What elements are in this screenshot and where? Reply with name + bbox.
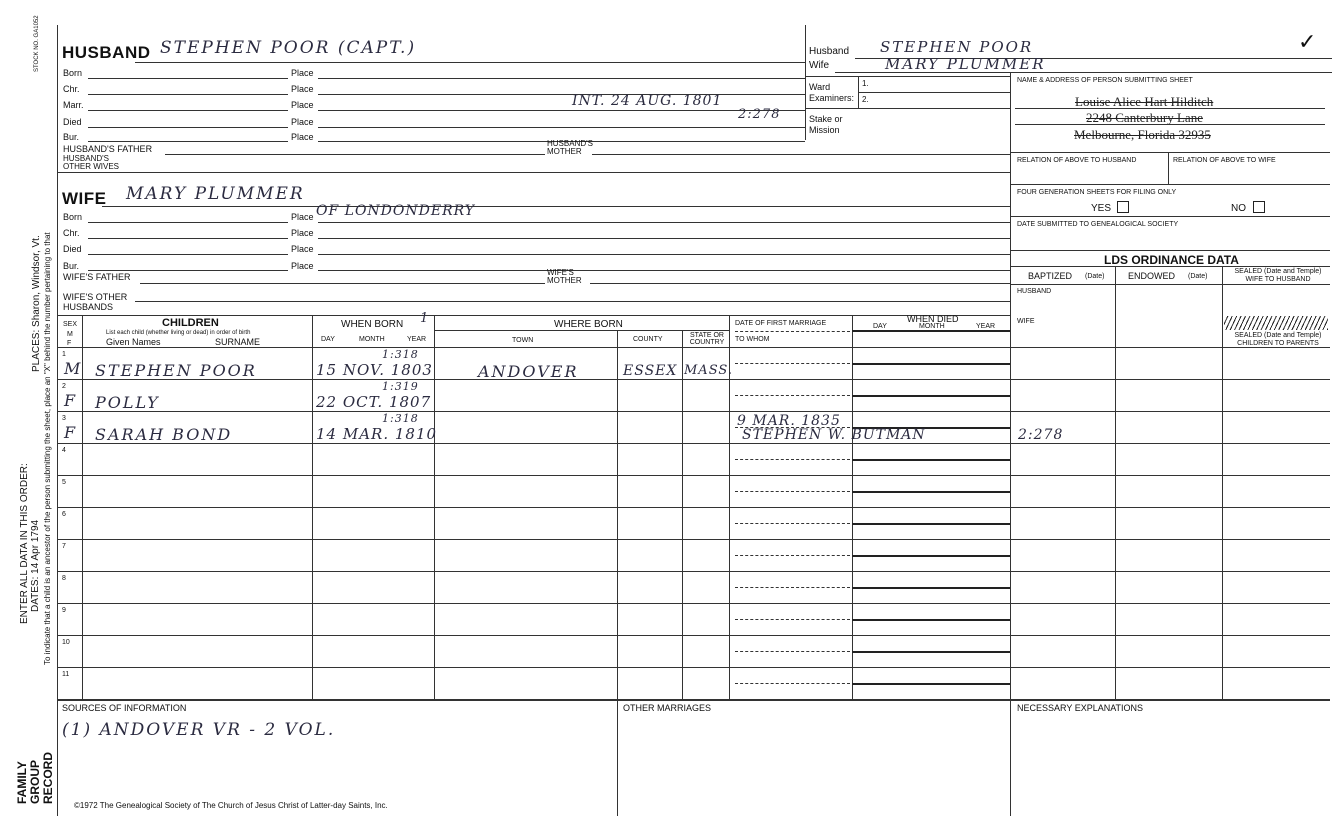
- year-header: YEAR: [407, 336, 427, 343]
- sex-m-header: M: [67, 331, 73, 338]
- husband-name[interactable]: STEPHEN POOR (CAPT.): [160, 38, 417, 58]
- died-line: [852, 555, 1010, 557]
- header-wife-label: Wife: [809, 60, 829, 71]
- lds-baptized-date: (Date): [1085, 273, 1105, 280]
- row-line-lds: [1010, 411, 1330, 412]
- child-number: 1: [62, 351, 66, 358]
- husband-marr-label: Marr.: [63, 100, 84, 110]
- husband-bur-label: Bur.: [63, 132, 80, 142]
- wife-bur-label: Bur.: [63, 261, 80, 271]
- other-marriages-label: OTHER MARRIAGES: [623, 703, 712, 713]
- child-county[interactable]: ESSEX: [623, 363, 678, 379]
- necessary-explanations-label: NECESSARY EXPLANATIONS: [1017, 703, 1144, 713]
- died-day-header: DAY: [873, 323, 887, 330]
- husband-bur-place-label: Place: [291, 132, 314, 142]
- child-number: 8: [62, 575, 66, 582]
- when-born-ref: 1: [420, 311, 430, 326]
- child-state[interactable]: MASS.: [684, 363, 733, 378]
- month-header: MONTH: [359, 336, 385, 343]
- child-marriage-date[interactable]: 9 MAR. 1835: [737, 413, 841, 429]
- child-born-date[interactable]: 14 MAR. 1810: [316, 425, 438, 443]
- child-sex[interactable]: F: [64, 391, 78, 410]
- relation-wife-label: RELATION OF ABOVE TO WIFE: [1173, 157, 1276, 164]
- child-number: 2: [62, 383, 66, 390]
- child-number: 11: [62, 671, 70, 678]
- record-title-1: FAMILY: [15, 761, 29, 804]
- child-name[interactable]: POLLY: [95, 393, 160, 412]
- child-spouse-ref: 2:278: [1018, 427, 1064, 443]
- row-line-lds: [1010, 443, 1330, 444]
- submitter-line-3: Melbourne, Florida 32935: [1074, 127, 1211, 142]
- husband-born-label: Born: [63, 68, 83, 78]
- lds-hatch: [1224, 316, 1328, 330]
- wife-died-place-label: Place: [291, 244, 314, 254]
- child-town[interactable]: ANDOVER: [478, 362, 579, 381]
- died-line: [852, 459, 1010, 461]
- died-month-header: MONTH: [919, 323, 945, 330]
- lds-endowed-date: (Date): [1188, 273, 1208, 280]
- died-line: [852, 619, 1010, 621]
- examiner-1: 1.: [862, 79, 869, 88]
- row-line: [57, 539, 1010, 540]
- county-header: COUNTY: [633, 336, 663, 343]
- child-number: 9: [62, 607, 66, 614]
- submitter-line-1: Louise Alice Hart Hilditch: [1075, 94, 1214, 109]
- children-header: CHILDREN: [162, 317, 219, 329]
- husband-died-place-label: Place: [291, 117, 314, 127]
- surname-header: SURNAME: [215, 337, 261, 347]
- lds-wife-label: WIFE: [1017, 318, 1035, 325]
- submitter-line-2: 2248 Canterbury Lane: [1086, 110, 1203, 125]
- row-line-lds: [1010, 379, 1330, 380]
- row-line-lds: [1010, 539, 1330, 540]
- stake-label: Stake or Mission: [809, 114, 843, 135]
- record-title-3: RECORD: [41, 751, 55, 804]
- copyright: ©1972 The Genealogical Society of The Church of Jesus Christ of Latter-day Saints, Inc.: [74, 801, 388, 810]
- child-sex[interactable]: M: [64, 359, 83, 378]
- sources-text[interactable]: (1) ANDOVER VR - 2 VOL.: [62, 720, 336, 740]
- child-name[interactable]: STEPHEN POOR: [95, 361, 257, 380]
- lds-sealed-wife: SEALED (Date and Temple) WIFE TO HUSBAND: [1234, 268, 1322, 283]
- given-names-header: Given Names: [106, 337, 161, 347]
- sources-label: SOURCES OF INFORMATION: [62, 703, 187, 713]
- row-line: [57, 507, 1010, 508]
- row-line-lds: [1010, 667, 1330, 668]
- ward-examiners-label: Ward Examiners:: [809, 82, 855, 103]
- wife-label: WIFE: [62, 189, 107, 208]
- husband-died-label: Died: [63, 117, 82, 127]
- submitter-label: NAME & ADDRESS OF PERSON SUBMITTING SHEET: [1017, 77, 1193, 84]
- lds-endowed: ENDOWED: [1128, 271, 1175, 281]
- header-husband-name[interactable]: STEPHEN POOR: [880, 38, 1034, 56]
- no-checkbox[interactable]: [1253, 201, 1265, 213]
- wife-born-place-label: Place: [291, 212, 314, 222]
- died-line: [852, 651, 1010, 653]
- died-line: [852, 683, 1010, 685]
- row-line: [57, 475, 1010, 476]
- wife-chr-place-label: Place: [291, 228, 314, 238]
- died-line: [852, 523, 1010, 525]
- when-born-header: WHEN BORN: [341, 319, 404, 330]
- wife-other-husbands-label: WIFE'S OTHER HUSBANDS: [63, 292, 128, 312]
- row-line: [57, 667, 1010, 668]
- marriage-date-line: [735, 683, 850, 684]
- row-line-lds: [1010, 603, 1330, 604]
- child-number: 6: [62, 511, 66, 518]
- wife-bur-place-label: Place: [291, 261, 314, 271]
- day-header: DAY: [321, 336, 335, 343]
- town-header: TOWN: [512, 337, 534, 344]
- wife-mother-label: WIFE'S MOTHER: [547, 268, 582, 285]
- marriage-date-line: [735, 555, 850, 556]
- row-line-lds: [1010, 635, 1330, 636]
- died-line: [852, 363, 1010, 365]
- husband-marr-ref: 2:278: [738, 107, 781, 122]
- marriage-date-line: [735, 459, 850, 460]
- row-line: [57, 603, 1010, 604]
- header-wife-name[interactable]: MARY PLUMMER: [885, 55, 1046, 73]
- died-line: [852, 587, 1010, 589]
- dates-note: DATES: 14 Apr 1794: [30, 519, 41, 612]
- wife-died-label: Died: [63, 244, 82, 254]
- to-whom-header: TO WHOM: [735, 336, 770, 343]
- lds-baptized: BAPTIZED: [1028, 271, 1073, 281]
- state-header: STATE OR COUNTRY: [689, 332, 725, 346]
- lds-husband-label: HUSBAND: [1017, 288, 1052, 295]
- examiner-2: 2.: [862, 95, 869, 104]
- row-line-lds: [1010, 571, 1330, 572]
- children-list-note: List each child (whether living or dead) in order of birth: [106, 330, 251, 336]
- child-number: 5: [62, 479, 66, 486]
- checkmark: ✓: [1298, 30, 1317, 55]
- husband-marr-place[interactable]: INT. 24 AUG. 1801: [572, 93, 723, 109]
- stock-number: STOCK NO. GA1052: [34, 15, 40, 72]
- child-born-date[interactable]: 15 NOV. 1803: [316, 361, 433, 379]
- lds-title: LDS ORDINANCE DATA: [1104, 253, 1239, 267]
- wife-name[interactable]: MARY PLUMMER: [126, 184, 305, 204]
- when-died-header: WHEN DIED: [907, 314, 959, 324]
- marriage-date-line: [735, 587, 850, 588]
- sex-f-header: F: [67, 340, 72, 347]
- marriage-date-line: [735, 523, 850, 524]
- husband-born-place-label: Place: [291, 68, 314, 78]
- indicate-note: To indicate that a child is an ancestor of the person submitting the sheet, place an "X" behind the number pertaining to that: [43, 232, 52, 665]
- enter-note: ENTER ALL DATA IN THIS ORDER:: [19, 463, 30, 624]
- wife-born-label: Born: [63, 212, 83, 222]
- child-born-ref: 1:318: [382, 412, 419, 425]
- husband-chr-place-label: Place: [291, 84, 314, 94]
- where-born-header: WHERE BORN: [554, 319, 623, 330]
- row-line: [57, 411, 1010, 412]
- wife-born-place[interactable]: OF LONDONDERRY: [316, 203, 475, 219]
- record-title-2: GROUP: [28, 759, 42, 804]
- lds-sealed-children: SEALED (Date and Temple) CHILDREN TO PARENTS: [1234, 332, 1322, 347]
- died-line: [852, 491, 1010, 493]
- husband-marr-place-label: Place: [291, 100, 314, 110]
- row-line-lds: [1010, 475, 1330, 476]
- child-born-ref: 1:318: [382, 348, 419, 361]
- date-submitted-label: DATE SUBMITTED TO GENEALOGICAL SOCIETY: [1017, 221, 1179, 228]
- marriage-date-line: [735, 651, 850, 652]
- marriage-date-line: [735, 395, 850, 396]
- relation-husband-label: RELATION OF ABOVE TO HUSBAND: [1017, 157, 1137, 164]
- husband-father-label: HUSBAND'S FATHER: [63, 144, 153, 154]
- places-note: PLACES: Sharon, Windsor, Vt.: [31, 235, 42, 372]
- child-born-ref: 1:319: [382, 380, 419, 393]
- yes-label: YES: [1091, 203, 1112, 214]
- no-label: NO: [1231, 203, 1246, 214]
- child-name[interactable]: SARAH BOND: [95, 425, 233, 444]
- header-husband-label: Husband: [809, 46, 850, 57]
- wife-chr-label: Chr.: [63, 228, 80, 238]
- died-line: [852, 395, 1010, 397]
- row-line: [57, 635, 1010, 636]
- yes-checkbox[interactable]: [1117, 201, 1129, 213]
- child-number: 3: [62, 415, 66, 422]
- child-number: 7: [62, 543, 66, 550]
- husband-mother-label: HUSBAND'S MOTHER: [547, 139, 593, 156]
- child-sex[interactable]: F: [64, 423, 78, 442]
- marriage-date-line: [735, 363, 850, 364]
- child-spouse[interactable]: STEPHEN W. BUTMAN: [742, 427, 926, 443]
- husband-label: HUSBAND: [62, 43, 151, 62]
- child-number: 4: [62, 447, 66, 454]
- first-marriage-header: DATE OF FIRST MARRIAGE: [735, 320, 827, 327]
- child-number: 10: [62, 639, 70, 646]
- wife-father-label: WIFE'S FATHER: [63, 272, 131, 282]
- row-line: [57, 571, 1010, 572]
- husband-other-wives-label: HUSBAND'S OTHER WIVES: [63, 154, 120, 171]
- row-line-lds: [1010, 507, 1330, 508]
- died-year-header: YEAR: [976, 323, 996, 330]
- four-gen-label: FOUR GENERATION SHEETS FOR FILING ONLY: [1017, 189, 1177, 196]
- sex-header: SEX: [63, 321, 78, 328]
- child-born-date[interactable]: 22 OCT. 1807: [316, 393, 432, 411]
- husband-chr-label: Chr.: [63, 84, 80, 94]
- marriage-date-line: [735, 619, 850, 620]
- marriage-date-line: [735, 491, 850, 492]
